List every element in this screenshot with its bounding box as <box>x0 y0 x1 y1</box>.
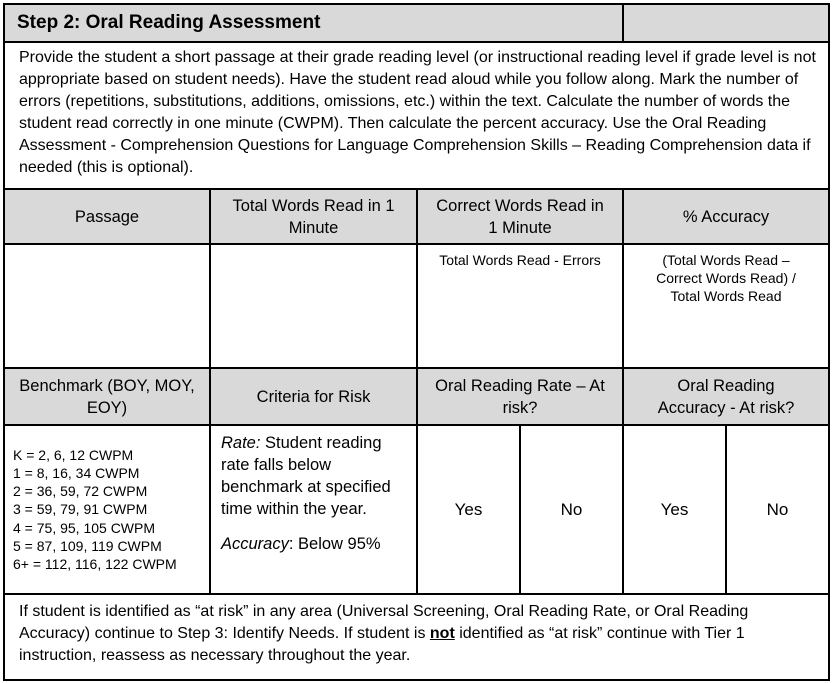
benchmark-list-cell <box>5 426 209 593</box>
benchmark-item: 1 = 8, 16, 34 CWPM <box>13 464 140 481</box>
accuracy-yes-label: Yes <box>660 499 689 519</box>
accuracy-no-option[interactable] <box>727 426 828 593</box>
passage-entry[interactable] <box>5 245 209 367</box>
border-bottom <box>3 679 830 681</box>
footer-note <box>5 595 828 679</box>
border-top <box>3 3 830 5</box>
footer-text-part2: identified as “at risk” continue with Tier 1 instruction, reassess as necessary throughout the year. <box>19 625 745 664</box>
rate-yes-label: Yes <box>454 499 483 519</box>
accuracy-formula: (Total Words Read – Correct Words Read) / Total Words Read <box>656 252 796 304</box>
header-correct-words <box>418 190 622 243</box>
header-accuracy-at-risk-label: Oral Reading Accuracy - At risk? <box>657 376 795 417</box>
benchmark-item: 5 = 87, 109, 119 CWPM <box>13 537 162 554</box>
section-title <box>5 5 828 41</box>
correct-words-formula: Total Words Read - Errors <box>439 252 601 268</box>
rate-criteria-text: Student reading rate falls below benchmark at specified time within the year. <box>221 434 391 518</box>
footer-text-part1: If student is identified as “at risk” in any area (Universal Screening, Oral Reading Rate, or Oral Reading Accuracy) continue to Step 3: Identify Needs. If student is <box>19 603 749 642</box>
rate-no-option[interactable] <box>521 426 622 593</box>
header-total-words-label: Total Words Read in 1 Minute <box>232 196 395 237</box>
criteria-cell <box>211 426 416 593</box>
footer-emphasis: not <box>429 625 455 642</box>
accuracy-criteria <box>221 533 408 555</box>
accuracy-criteria-text: : Below 95% <box>288 535 381 553</box>
header-accuracy-label: % Accuracy <box>682 207 770 226</box>
instructions-text: Provide the student a short passage at their grade reading level (or instructional reading level if grade level is not appropriate based on student needs). Have the student read aloud while you follow along. Mark the number of errors (repetitions, substitutions, additions, omissions, etc.) within the text. Calculate the number of words the student read correctly in one minute (CWPM). Then calculate the percent accuracy. Use the Oral Reading Assessment - Comprehension Questions for Language Comprehension Skills – Reading Comprehension data if needed (this is optional). <box>19 49 816 176</box>
header-criteria-label: Criteria for Risk <box>256 387 371 406</box>
rate-criteria <box>221 432 408 520</box>
accuracy-no-label: No <box>766 499 789 519</box>
col-divider-1 <box>209 188 211 595</box>
correct-words-entry[interactable] <box>418 245 622 367</box>
benchmark-item: 2 = 36, 59, 72 CWPM <box>13 483 148 500</box>
benchmark-item: 4 = 75, 95, 105 CWPM <box>13 519 156 536</box>
header-benchmark <box>5 369 209 424</box>
header-criteria <box>211 369 416 424</box>
benchmark-item: K = 2, 6, 12 CWPM <box>13 446 134 463</box>
benchmark-list <box>13 446 177 573</box>
rate-no-label: No <box>560 499 583 519</box>
accuracy-criteria-label: Accuracy <box>221 535 289 553</box>
header-accuracy-at-risk <box>624 369 828 424</box>
col-divider-3 <box>622 188 624 595</box>
col-divider-2 <box>416 188 418 595</box>
header-correct-words-label: Correct Words Read in 1 Minute <box>436 196 604 237</box>
total-words-entry[interactable] <box>211 245 416 367</box>
header-rate-at-risk <box>418 369 622 424</box>
rate-yes-option[interactable] <box>418 426 519 593</box>
border-right <box>828 3 830 681</box>
title-divider <box>622 3 624 43</box>
header-passage-label: Passage <box>74 207 140 226</box>
accuracy-yes-option[interactable] <box>624 426 725 593</box>
benchmark-item: 3 = 59, 79, 91 CWPM <box>13 501 148 518</box>
rate-criteria-label: Rate: <box>221 434 261 452</box>
border-left <box>3 3 5 681</box>
rule-under-title <box>3 41 830 43</box>
header-passage <box>5 190 209 243</box>
footer-text <box>19 601 818 679</box>
header-accuracy <box>624 190 828 243</box>
rate-yes-no-divider <box>519 424 521 595</box>
header-rate-at-risk-label: Oral Reading Rate – At risk? <box>435 376 605 417</box>
accuracy-entry[interactable] <box>624 245 828 367</box>
header-benchmark-label: Benchmark (BOY, MOY, EOY) <box>19 376 195 417</box>
section-title-text: Step 2: Oral Reading Assessment <box>17 12 321 33</box>
accuracy-yes-no-divider <box>725 424 727 595</box>
header-total-words <box>211 190 416 243</box>
instructions-block <box>5 43 828 188</box>
benchmark-item: 6+ = 112, 116, 122 CWPM <box>13 556 177 572</box>
